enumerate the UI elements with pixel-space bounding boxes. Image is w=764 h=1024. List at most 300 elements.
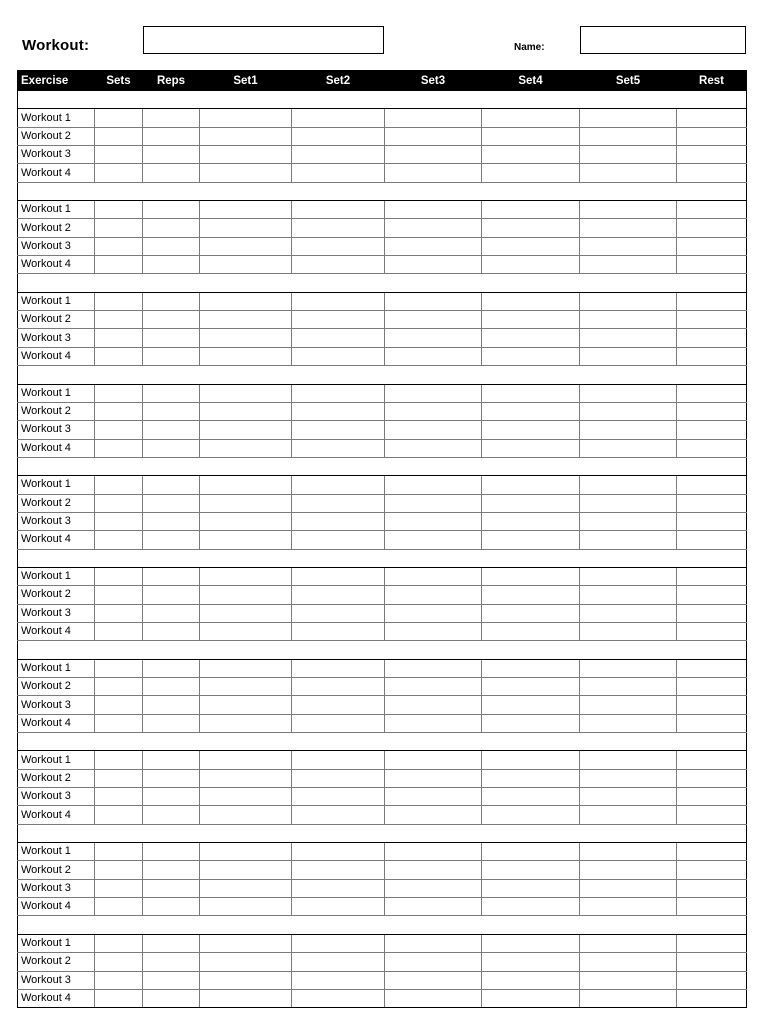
entry-cell[interactable] bbox=[580, 439, 677, 457]
entry-cell[interactable] bbox=[143, 696, 200, 714]
entry-cell[interactable] bbox=[95, 567, 143, 585]
entry-cell[interactable] bbox=[95, 696, 143, 714]
entry-cell[interactable] bbox=[143, 347, 200, 365]
entry-cell[interactable] bbox=[677, 843, 747, 861]
entry-cell[interactable] bbox=[200, 439, 292, 457]
entry-cell[interactable] bbox=[580, 311, 677, 329]
entry-cell[interactable] bbox=[292, 292, 385, 310]
entry-cell[interactable] bbox=[292, 604, 385, 622]
entry-cell[interactable] bbox=[95, 384, 143, 402]
entry-cell[interactable] bbox=[482, 622, 580, 640]
entry-cell[interactable] bbox=[200, 237, 292, 255]
entry-cell[interactable] bbox=[385, 531, 482, 549]
entry-cell[interactable] bbox=[482, 512, 580, 530]
entry-cell[interactable] bbox=[200, 329, 292, 347]
entry-cell[interactable] bbox=[385, 421, 482, 439]
entry-cell[interactable] bbox=[292, 696, 385, 714]
entry-cell[interactable] bbox=[292, 146, 385, 164]
entry-cell[interactable] bbox=[482, 989, 580, 1007]
entry-cell[interactable] bbox=[292, 989, 385, 1007]
entry-cell[interactable] bbox=[677, 953, 747, 971]
entry-cell[interactable] bbox=[143, 402, 200, 420]
entry-cell[interactable] bbox=[95, 347, 143, 365]
entry-cell[interactable] bbox=[677, 696, 747, 714]
entry-cell[interactable] bbox=[292, 476, 385, 494]
entry-cell[interactable] bbox=[482, 586, 580, 604]
entry-cell[interactable] bbox=[580, 898, 677, 916]
entry-cell[interactable] bbox=[677, 476, 747, 494]
entry-cell[interactable] bbox=[200, 109, 292, 127]
entry-cell[interactable] bbox=[385, 476, 482, 494]
entry-cell[interactable] bbox=[292, 861, 385, 879]
entry-cell[interactable] bbox=[580, 384, 677, 402]
entry-cell[interactable] bbox=[200, 127, 292, 145]
entry-cell[interactable] bbox=[292, 531, 385, 549]
entry-cell[interactable] bbox=[95, 989, 143, 1007]
entry-cell[interactable] bbox=[385, 347, 482, 365]
entry-cell[interactable] bbox=[200, 934, 292, 952]
entry-cell[interactable] bbox=[385, 201, 482, 219]
entry-cell[interactable] bbox=[292, 201, 385, 219]
entry-cell[interactable] bbox=[143, 659, 200, 677]
entry-cell[interactable] bbox=[677, 201, 747, 219]
entry-cell[interactable] bbox=[292, 567, 385, 585]
entry-cell[interactable] bbox=[580, 934, 677, 952]
entry-cell[interactable] bbox=[482, 201, 580, 219]
entry-cell[interactable] bbox=[385, 861, 482, 879]
entry-cell[interactable] bbox=[677, 402, 747, 420]
entry-cell[interactable] bbox=[677, 604, 747, 622]
entry-cell[interactable] bbox=[482, 769, 580, 787]
entry-cell[interactable] bbox=[385, 898, 482, 916]
person-name-field[interactable] bbox=[580, 26, 746, 54]
entry-cell[interactable] bbox=[482, 678, 580, 696]
entry-cell[interactable] bbox=[143, 164, 200, 182]
entry-cell[interactable] bbox=[143, 971, 200, 989]
entry-cell[interactable] bbox=[580, 769, 677, 787]
entry-cell[interactable] bbox=[385, 109, 482, 127]
entry-cell[interactable] bbox=[143, 861, 200, 879]
entry-cell[interactable] bbox=[200, 751, 292, 769]
entry-cell[interactable] bbox=[95, 678, 143, 696]
entry-cell[interactable] bbox=[385, 678, 482, 696]
entry-cell[interactable] bbox=[385, 953, 482, 971]
entry-cell[interactable] bbox=[95, 237, 143, 255]
entry-cell[interactable] bbox=[292, 439, 385, 457]
entry-cell[interactable] bbox=[143, 494, 200, 512]
entry-cell[interactable] bbox=[385, 402, 482, 420]
entry-cell[interactable] bbox=[143, 898, 200, 916]
entry-cell[interactable] bbox=[385, 219, 482, 237]
entry-cell[interactable] bbox=[200, 622, 292, 640]
entry-cell[interactable] bbox=[580, 989, 677, 1007]
entry-cell[interactable] bbox=[580, 879, 677, 897]
entry-cell[interactable] bbox=[677, 678, 747, 696]
entry-cell[interactable] bbox=[292, 953, 385, 971]
entry-cell[interactable] bbox=[200, 861, 292, 879]
entry-cell[interactable] bbox=[677, 714, 747, 732]
entry-cell[interactable] bbox=[482, 861, 580, 879]
entry-cell[interactable] bbox=[200, 879, 292, 897]
entry-cell[interactable] bbox=[95, 311, 143, 329]
entry-cell[interactable] bbox=[482, 806, 580, 824]
entry-cell[interactable] bbox=[200, 311, 292, 329]
entry-cell[interactable] bbox=[385, 329, 482, 347]
entry-cell[interactable] bbox=[482, 531, 580, 549]
entry-cell[interactable] bbox=[677, 898, 747, 916]
entry-cell[interactable] bbox=[580, 329, 677, 347]
entry-cell[interactable] bbox=[385, 604, 482, 622]
entry-cell[interactable] bbox=[580, 109, 677, 127]
entry-cell[interactable] bbox=[385, 971, 482, 989]
entry-cell[interactable] bbox=[95, 843, 143, 861]
entry-cell[interactable] bbox=[580, 402, 677, 420]
entry-cell[interactable] bbox=[677, 164, 747, 182]
entry-cell[interactable] bbox=[677, 512, 747, 530]
entry-cell[interactable] bbox=[95, 898, 143, 916]
entry-cell[interactable] bbox=[292, 219, 385, 237]
entry-cell[interactable] bbox=[143, 714, 200, 732]
entry-cell[interactable] bbox=[677, 237, 747, 255]
entry-cell[interactable] bbox=[95, 164, 143, 182]
entry-cell[interactable] bbox=[677, 989, 747, 1007]
entry-cell[interactable] bbox=[677, 586, 747, 604]
entry-cell[interactable] bbox=[385, 146, 482, 164]
entry-cell[interactable] bbox=[95, 476, 143, 494]
entry-cell[interactable] bbox=[200, 201, 292, 219]
entry-cell[interactable] bbox=[292, 421, 385, 439]
entry-cell[interactable] bbox=[292, 806, 385, 824]
entry-cell[interactable] bbox=[677, 127, 747, 145]
entry-cell[interactable] bbox=[292, 494, 385, 512]
entry-cell[interactable] bbox=[143, 219, 200, 237]
entry-cell[interactable] bbox=[95, 714, 143, 732]
entry-cell[interactable] bbox=[482, 971, 580, 989]
entry-cell[interactable] bbox=[292, 109, 385, 127]
entry-cell[interactable] bbox=[580, 127, 677, 145]
entry-cell[interactable] bbox=[292, 164, 385, 182]
entry-cell[interactable] bbox=[580, 622, 677, 640]
entry-cell[interactable] bbox=[580, 494, 677, 512]
entry-cell[interactable] bbox=[143, 311, 200, 329]
entry-cell[interactable] bbox=[200, 512, 292, 530]
entry-cell[interactable] bbox=[95, 512, 143, 530]
entry-cell[interactable] bbox=[200, 953, 292, 971]
entry-cell[interactable] bbox=[200, 696, 292, 714]
entry-cell[interactable] bbox=[580, 567, 677, 585]
entry-cell[interactable] bbox=[143, 751, 200, 769]
entry-cell[interactable] bbox=[143, 604, 200, 622]
entry-cell[interactable] bbox=[385, 751, 482, 769]
entry-cell[interactable] bbox=[677, 531, 747, 549]
entry-cell[interactable] bbox=[200, 971, 292, 989]
entry-cell[interactable] bbox=[677, 861, 747, 879]
entry-cell[interactable] bbox=[385, 622, 482, 640]
entry-cell[interactable] bbox=[482, 751, 580, 769]
entry-cell[interactable] bbox=[200, 788, 292, 806]
entry-cell[interactable] bbox=[482, 402, 580, 420]
entry-cell[interactable] bbox=[385, 714, 482, 732]
entry-cell[interactable] bbox=[385, 806, 482, 824]
entry-cell[interactable] bbox=[200, 989, 292, 1007]
entry-cell[interactable] bbox=[200, 256, 292, 274]
entry-cell[interactable] bbox=[580, 512, 677, 530]
entry-cell[interactable] bbox=[292, 384, 385, 402]
entry-cell[interactable] bbox=[200, 898, 292, 916]
entry-cell[interactable] bbox=[677, 934, 747, 952]
entry-cell[interactable] bbox=[580, 751, 677, 769]
entry-cell[interactable] bbox=[580, 476, 677, 494]
entry-cell[interactable] bbox=[482, 347, 580, 365]
entry-cell[interactable] bbox=[143, 806, 200, 824]
entry-cell[interactable] bbox=[580, 146, 677, 164]
entry-cell[interactable] bbox=[580, 953, 677, 971]
entry-cell[interactable] bbox=[482, 384, 580, 402]
entry-cell[interactable] bbox=[292, 512, 385, 530]
entry-cell[interactable] bbox=[200, 219, 292, 237]
entry-cell[interactable] bbox=[580, 678, 677, 696]
entry-cell[interactable] bbox=[95, 127, 143, 145]
entry-cell[interactable] bbox=[143, 292, 200, 310]
entry-cell[interactable] bbox=[95, 201, 143, 219]
entry-cell[interactable] bbox=[95, 402, 143, 420]
entry-cell[interactable] bbox=[385, 164, 482, 182]
entry-cell[interactable] bbox=[200, 421, 292, 439]
entry-cell[interactable] bbox=[482, 604, 580, 622]
entry-cell[interactable] bbox=[385, 989, 482, 1007]
entry-cell[interactable] bbox=[143, 953, 200, 971]
entry-cell[interactable] bbox=[385, 311, 482, 329]
entry-cell[interactable] bbox=[143, 843, 200, 861]
entry-cell[interactable] bbox=[292, 898, 385, 916]
entry-cell[interactable] bbox=[677, 146, 747, 164]
entry-cell[interactable] bbox=[292, 329, 385, 347]
entry-cell[interactable] bbox=[200, 384, 292, 402]
entry-cell[interactable] bbox=[482, 127, 580, 145]
entry-cell[interactable] bbox=[482, 219, 580, 237]
entry-cell[interactable] bbox=[95, 806, 143, 824]
entry-cell[interactable] bbox=[143, 531, 200, 549]
entry-cell[interactable] bbox=[677, 421, 747, 439]
entry-cell[interactable] bbox=[482, 311, 580, 329]
entry-cell[interactable] bbox=[482, 237, 580, 255]
entry-cell[interactable] bbox=[143, 146, 200, 164]
entry-cell[interactable] bbox=[385, 788, 482, 806]
entry-cell[interactable] bbox=[143, 256, 200, 274]
entry-cell[interactable] bbox=[292, 347, 385, 365]
entry-cell[interactable] bbox=[292, 843, 385, 861]
entry-cell[interactable] bbox=[200, 146, 292, 164]
entry-cell[interactable] bbox=[95, 604, 143, 622]
entry-cell[interactable] bbox=[580, 971, 677, 989]
entry-cell[interactable] bbox=[95, 256, 143, 274]
entry-cell[interactable] bbox=[143, 384, 200, 402]
entry-cell[interactable] bbox=[580, 861, 677, 879]
entry-cell[interactable] bbox=[95, 109, 143, 127]
entry-cell[interactable] bbox=[385, 237, 482, 255]
entry-cell[interactable] bbox=[292, 678, 385, 696]
entry-cell[interactable] bbox=[482, 164, 580, 182]
entry-cell[interactable] bbox=[200, 164, 292, 182]
entry-cell[interactable] bbox=[677, 622, 747, 640]
entry-cell[interactable] bbox=[200, 769, 292, 787]
entry-cell[interactable] bbox=[677, 971, 747, 989]
entry-cell[interactable] bbox=[200, 659, 292, 677]
entry-cell[interactable] bbox=[143, 934, 200, 952]
entry-cell[interactable] bbox=[143, 586, 200, 604]
entry-cell[interactable] bbox=[95, 751, 143, 769]
entry-cell[interactable] bbox=[385, 494, 482, 512]
entry-cell[interactable] bbox=[292, 586, 385, 604]
entry-cell[interactable] bbox=[482, 696, 580, 714]
entry-cell[interactable] bbox=[677, 494, 747, 512]
entry-cell[interactable] bbox=[677, 311, 747, 329]
entry-cell[interactable] bbox=[200, 714, 292, 732]
entry-cell[interactable] bbox=[95, 879, 143, 897]
entry-cell[interactable] bbox=[482, 934, 580, 952]
entry-cell[interactable] bbox=[95, 219, 143, 237]
entry-cell[interactable] bbox=[385, 843, 482, 861]
entry-cell[interactable] bbox=[200, 678, 292, 696]
entry-cell[interactable] bbox=[95, 659, 143, 677]
entry-cell[interactable] bbox=[292, 402, 385, 420]
entry-cell[interactable] bbox=[482, 256, 580, 274]
entry-cell[interactable] bbox=[580, 696, 677, 714]
entry-cell[interactable] bbox=[580, 347, 677, 365]
entry-cell[interactable] bbox=[143, 127, 200, 145]
entry-cell[interactable] bbox=[200, 494, 292, 512]
entry-cell[interactable] bbox=[580, 292, 677, 310]
entry-cell[interactable] bbox=[580, 201, 677, 219]
entry-cell[interactable] bbox=[143, 476, 200, 494]
entry-cell[interactable] bbox=[200, 806, 292, 824]
entry-cell[interactable] bbox=[292, 714, 385, 732]
entry-cell[interactable] bbox=[95, 586, 143, 604]
entry-cell[interactable] bbox=[143, 109, 200, 127]
entry-cell[interactable] bbox=[580, 604, 677, 622]
entry-cell[interactable] bbox=[677, 806, 747, 824]
entry-cell[interactable] bbox=[580, 788, 677, 806]
entry-cell[interactable] bbox=[677, 439, 747, 457]
entry-cell[interactable] bbox=[292, 751, 385, 769]
entry-cell[interactable] bbox=[143, 421, 200, 439]
entry-cell[interactable] bbox=[482, 439, 580, 457]
entry-cell[interactable] bbox=[482, 898, 580, 916]
entry-cell[interactable] bbox=[292, 934, 385, 952]
entry-cell[interactable] bbox=[143, 879, 200, 897]
entry-cell[interactable] bbox=[292, 622, 385, 640]
entry-cell[interactable] bbox=[580, 237, 677, 255]
entry-cell[interactable] bbox=[482, 714, 580, 732]
entry-cell[interactable] bbox=[95, 439, 143, 457]
entry-cell[interactable] bbox=[677, 567, 747, 585]
entry-cell[interactable] bbox=[385, 439, 482, 457]
entry-cell[interactable] bbox=[292, 769, 385, 787]
entry-cell[interactable] bbox=[143, 512, 200, 530]
entry-cell[interactable] bbox=[385, 567, 482, 585]
entry-cell[interactable] bbox=[95, 953, 143, 971]
entry-cell[interactable] bbox=[482, 788, 580, 806]
entry-cell[interactable] bbox=[95, 421, 143, 439]
entry-cell[interactable] bbox=[385, 292, 482, 310]
entry-cell[interactable] bbox=[482, 567, 580, 585]
entry-cell[interactable] bbox=[580, 806, 677, 824]
entry-cell[interactable] bbox=[95, 329, 143, 347]
entry-cell[interactable] bbox=[292, 971, 385, 989]
entry-cell[interactable] bbox=[200, 402, 292, 420]
entry-cell[interactable] bbox=[677, 659, 747, 677]
entry-cell[interactable] bbox=[677, 769, 747, 787]
entry-cell[interactable] bbox=[95, 494, 143, 512]
entry-cell[interactable] bbox=[482, 659, 580, 677]
entry-cell[interactable] bbox=[143, 201, 200, 219]
entry-cell[interactable] bbox=[95, 622, 143, 640]
entry-cell[interactable] bbox=[292, 237, 385, 255]
entry-cell[interactable] bbox=[482, 953, 580, 971]
entry-cell[interactable] bbox=[143, 678, 200, 696]
entry-cell[interactable] bbox=[143, 788, 200, 806]
entry-cell[interactable] bbox=[200, 476, 292, 494]
entry-cell[interactable] bbox=[482, 879, 580, 897]
entry-cell[interactable] bbox=[200, 586, 292, 604]
entry-cell[interactable] bbox=[292, 659, 385, 677]
entry-cell[interactable] bbox=[677, 329, 747, 347]
entry-cell[interactable] bbox=[200, 604, 292, 622]
entry-cell[interactable] bbox=[677, 219, 747, 237]
entry-cell[interactable] bbox=[385, 256, 482, 274]
entry-cell[interactable] bbox=[482, 109, 580, 127]
entry-cell[interactable] bbox=[143, 439, 200, 457]
entry-cell[interactable] bbox=[385, 769, 482, 787]
entry-cell[interactable] bbox=[482, 329, 580, 347]
entry-cell[interactable] bbox=[677, 879, 747, 897]
entry-cell[interactable] bbox=[200, 531, 292, 549]
entry-cell[interactable] bbox=[95, 861, 143, 879]
entry-cell[interactable] bbox=[95, 531, 143, 549]
entry-cell[interactable] bbox=[143, 567, 200, 585]
entry-cell[interactable] bbox=[385, 512, 482, 530]
entry-cell[interactable] bbox=[143, 622, 200, 640]
entry-cell[interactable] bbox=[580, 256, 677, 274]
entry-cell[interactable] bbox=[385, 659, 482, 677]
entry-cell[interactable] bbox=[385, 127, 482, 145]
entry-cell[interactable] bbox=[580, 714, 677, 732]
entry-cell[interactable] bbox=[677, 256, 747, 274]
entry-cell[interactable] bbox=[677, 292, 747, 310]
entry-cell[interactable] bbox=[95, 146, 143, 164]
entry-cell[interactable] bbox=[292, 127, 385, 145]
entry-cell[interactable] bbox=[292, 311, 385, 329]
entry-cell[interactable] bbox=[482, 843, 580, 861]
entry-cell[interactable] bbox=[200, 292, 292, 310]
entry-cell[interactable] bbox=[385, 696, 482, 714]
workout-name-field[interactable] bbox=[143, 26, 384, 54]
entry-cell[interactable] bbox=[385, 384, 482, 402]
entry-cell[interactable] bbox=[482, 421, 580, 439]
entry-cell[interactable] bbox=[482, 292, 580, 310]
entry-cell[interactable] bbox=[95, 971, 143, 989]
entry-cell[interactable] bbox=[677, 347, 747, 365]
entry-cell[interactable] bbox=[200, 567, 292, 585]
entry-cell[interactable] bbox=[580, 219, 677, 237]
entry-cell[interactable] bbox=[580, 843, 677, 861]
entry-cell[interactable] bbox=[292, 256, 385, 274]
entry-cell[interactable] bbox=[677, 109, 747, 127]
entry-cell[interactable] bbox=[385, 879, 482, 897]
entry-cell[interactable] bbox=[385, 934, 482, 952]
entry-cell[interactable] bbox=[580, 531, 677, 549]
entry-cell[interactable] bbox=[143, 237, 200, 255]
